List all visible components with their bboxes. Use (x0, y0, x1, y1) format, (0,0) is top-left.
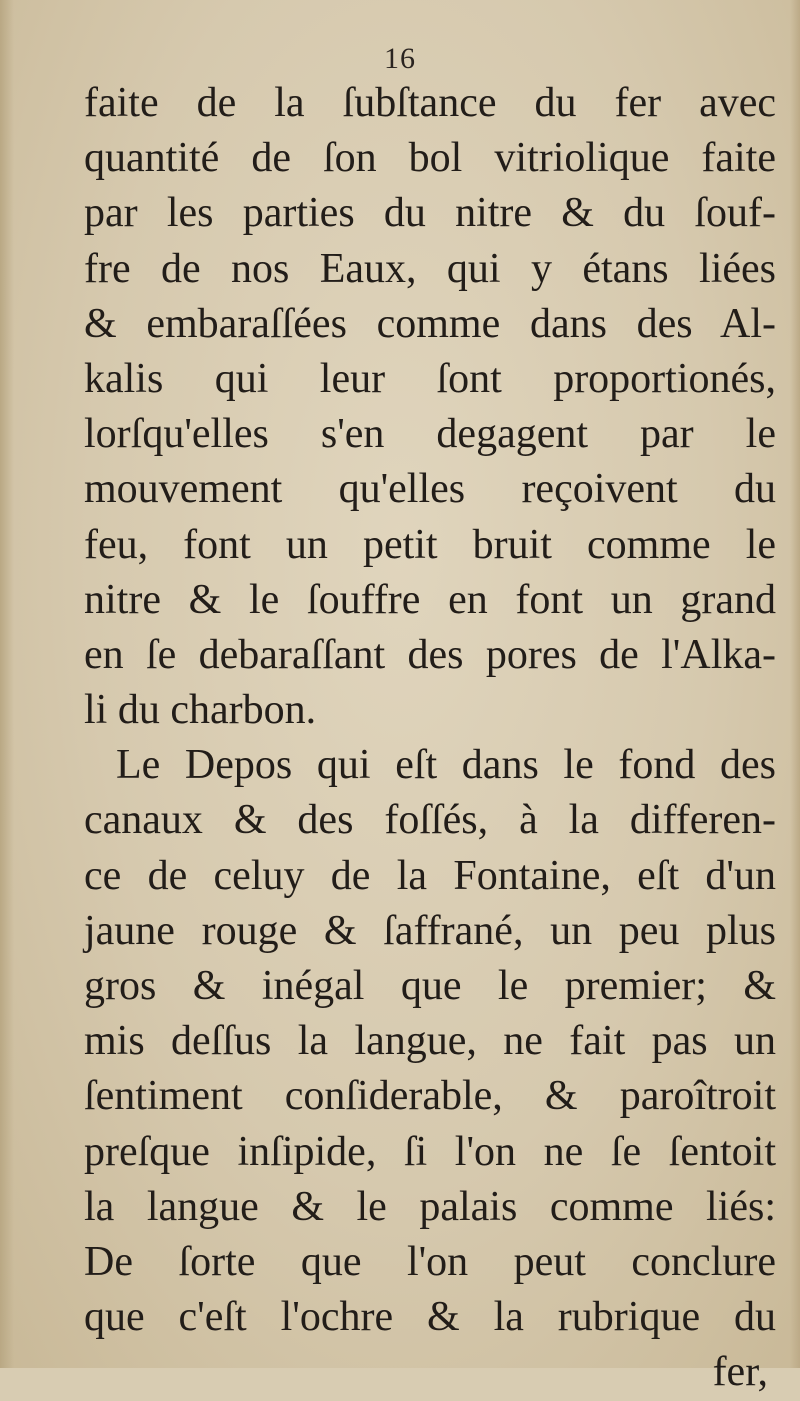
text-line: lorſqu'elles s'en degagent par le (84, 411, 776, 458)
body-text (84, 76, 776, 1401)
text-line: jaune rouge & ſaffrané, un peu plus (84, 907, 776, 954)
paragraph-start-line: Le Depos qui eſt dans le fond des (116, 742, 776, 789)
text-line: par les parties du nitre & du ſouf- (84, 190, 776, 237)
page-number: 16 (384, 42, 416, 75)
catchword: fer, (712, 1349, 768, 1396)
text-line: en ſe debaraſſant des pores de l'Alka- (84, 631, 776, 678)
text-line: canaux & des foſſés, à la differen- (84, 797, 776, 844)
text-line: feu, font un petit bruit comme le (84, 521, 776, 568)
text-line: fre de nos Eaux, qui y étans liées (84, 245, 776, 292)
text-line: quantité de ſon bol vitriolique faite (84, 135, 776, 182)
text-line: li du charbon. (84, 687, 317, 734)
text-line: preſque inſipide, ſi l'on ne ſe ſentoit (84, 1128, 776, 1175)
text-line: & embaraſſées comme dans des Al- (84, 300, 776, 347)
text-line: mis deſſus la langue, ne fait pas un (84, 1018, 776, 1065)
text-line: ce de celuy de la Fontaine, eſt d'un (84, 852, 776, 899)
text-line: ſentiment conſiderable, & paroîtroit (84, 1073, 776, 1120)
text-line: que c'eſt l'ochre & la rubrique du (84, 1294, 776, 1341)
page-shadow-left (0, 0, 14, 1368)
text-line: De ſorte que l'on peut conclure (84, 1238, 776, 1285)
page-shadow-right (790, 0, 800, 1368)
text-line: la langue & le palais comme liés: (84, 1183, 776, 1230)
text-line: gros & inégal que le premier; & (84, 963, 776, 1009)
text-line: nitre & le ſouffre en font un grand (84, 576, 776, 623)
text-line: faite de la ſubſtance du fer avec (84, 80, 776, 126)
text-line: mouvement qu'elles reçoivent du (84, 466, 776, 513)
text-line: kalis qui leur ſont proportionés, (84, 355, 776, 402)
